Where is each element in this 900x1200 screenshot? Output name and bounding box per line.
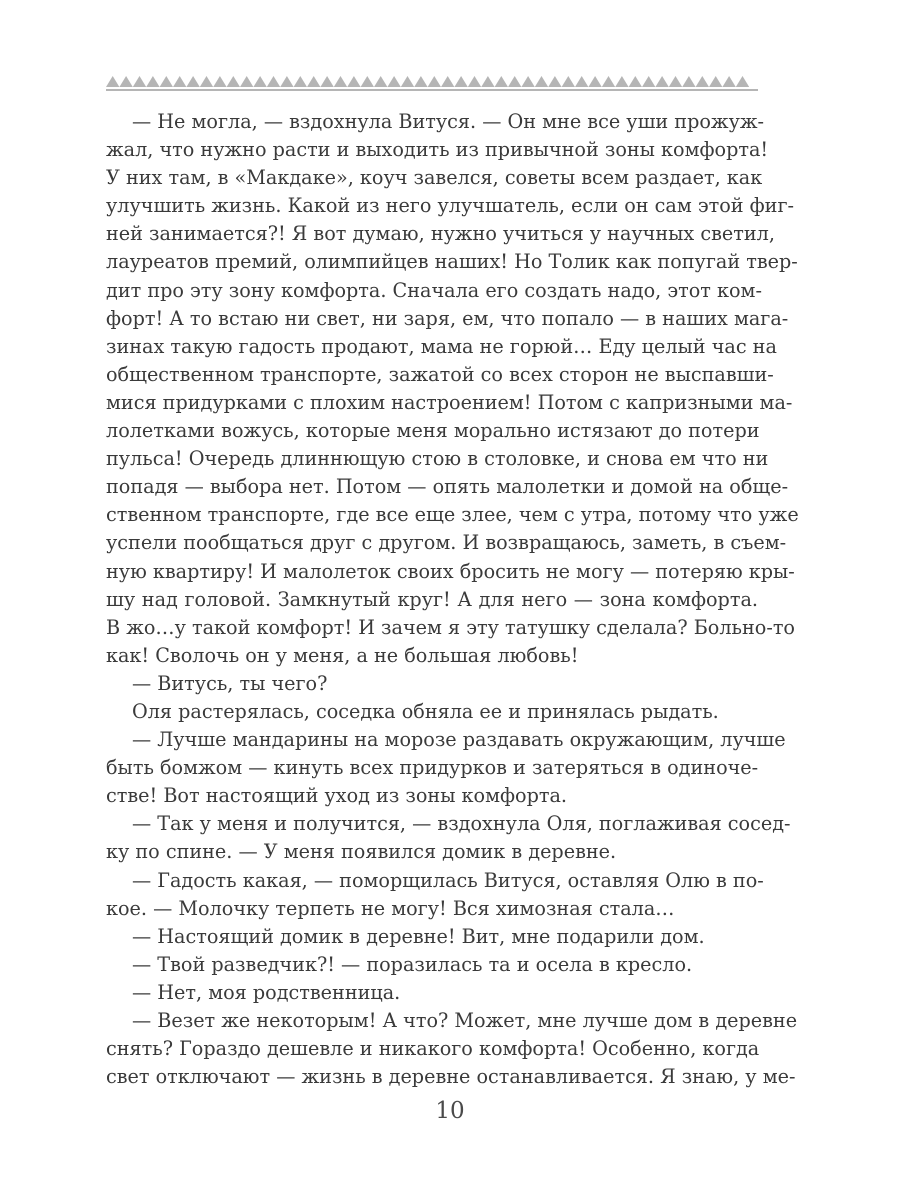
ornament-triangle: [401, 76, 414, 87]
ornament-triangle: [682, 76, 695, 87]
text-line: форт! А то встаю ни свет, ни заря, ем, что попало — в наших мага-: [106, 306, 789, 330]
ornament-triangle: [186, 76, 199, 87]
text-line: зинах такую гадость продают, мама не горюй… Еду целый час на: [106, 334, 777, 358]
text-line: — Лучше мандарины на морозе раздавать окружающим, лучше: [132, 728, 786, 752]
text-line: стве! Вот настоящий уход из зоны комфорта.: [106, 784, 568, 808]
text-line: как! Сволочь он у меня, а не большая любовь!: [106, 643, 579, 667]
paragraph: [106, 1007, 798, 1091]
ornament-triangle: [441, 76, 454, 87]
ornament-triangle: [253, 76, 266, 87]
ornament-triangle: [361, 76, 374, 87]
ornament-triangle: [521, 76, 534, 87]
text-line: кое. — Молочку терпеть не могу! Вся химозная стала…: [106, 896, 675, 920]
ornament-triangle: [213, 76, 226, 87]
text-line: У них там, в «Макдаке», коуч завелся, советы всем раздает, как: [106, 166, 763, 190]
ornament-triangle: [428, 76, 441, 87]
paragraph: [106, 810, 791, 866]
text-line: Оля растерялась, соседка обняла ее и принялась рыдать.: [132, 699, 719, 723]
ornament-triangle: [468, 76, 481, 87]
ornament-triangle: [642, 76, 655, 87]
ornament-triangle: [106, 76, 119, 87]
ornament-triangle: [267, 76, 280, 87]
text-line: пульса! Очередь длиннющую стою в столовке, и снова ем что ни: [106, 447, 769, 471]
ornament-triangle: [655, 76, 668, 87]
text-line: — Так у меня и получится, — вздохнула Оля, поглаживая сосед-: [132, 812, 791, 836]
text-line: — Настоящий домик в деревне! Вит, мне подарили дом.: [132, 924, 705, 948]
text-line: шу над головой. Замкнутый круг! А для него — зона комфорта.: [106, 587, 758, 611]
ornament-triangle: [227, 76, 240, 87]
text-line: жал, что нужно расти и выходить из привычной зоны комфорта!: [106, 138, 769, 162]
ornament-triangle: [629, 76, 642, 87]
ornament-triangle: [508, 76, 521, 87]
ornament-triangle: [146, 76, 159, 87]
text-line: ней занимается?! Я вот думаю, нужно учиться у научных светил,: [106, 222, 775, 246]
ornament-triangle: [200, 76, 213, 87]
text-line: В жо…у такой комфорт! И зачем я эту татушку сделала? Больно-то: [106, 615, 795, 639]
ornament-triangle: [133, 76, 146, 87]
text-line: мися придурками с плохим настроением! Потом с капризными ма-: [106, 390, 793, 414]
body-text: [106, 108, 799, 1091]
text-line: общественном транспорте, зажатой со всех сторон не выспавши-: [106, 362, 774, 386]
page-number: 10: [435, 1098, 465, 1124]
ornament-triangle: [602, 76, 615, 87]
text-line: лауреатов премий, олимпийцев наших! Но Толик как попугай твер-: [106, 250, 798, 274]
ornament-triangle: [495, 76, 508, 87]
header-ornament: [106, 72, 758, 94]
ornament-triangle: [535, 76, 548, 87]
ornament-triangle: [119, 76, 132, 87]
ornament-triangle: [548, 76, 561, 87]
paragraph: [106, 867, 764, 923]
ornament-triangle: [160, 76, 173, 87]
text-line: попадя — выбора нет. Потом — опять малолетки и домой на обще-: [106, 475, 789, 499]
ornament-triangle: [240, 76, 253, 87]
text-line: — Гадость какая, — поморщилась Витуся, оставляя Олю в по-: [132, 868, 764, 892]
ornament-triangle: [454, 76, 467, 87]
ornament-triangle: [709, 76, 722, 87]
ornament-triangle: [696, 76, 709, 87]
text-line: успели пообщаться друг с другом. И возвращаюсь, заметь, в съем-: [106, 531, 787, 555]
ornament-triangle: [562, 76, 575, 87]
paragraph: [106, 979, 758, 1007]
paragraph: [106, 670, 758, 698]
text-line: снять? Гораздо дешевле и никакого комфорта! Особенно, когда: [106, 1037, 760, 1061]
ornament-triangle: [334, 76, 347, 87]
text-line: дит про эту зону комфорта. Сначала его создать надо, этот ком-: [106, 278, 762, 302]
ornament-triangle: [280, 76, 293, 87]
ornament-triangle: [722, 76, 735, 87]
ornament-triangle: [347, 76, 360, 87]
ornament-triangle: [307, 76, 320, 87]
text-line: быть бомжом — кинуть всех придурков и затеряться в одиноче-: [106, 756, 759, 780]
ornament-triangle: [669, 76, 682, 87]
paragraph: [106, 923, 758, 951]
ornament-triangle: [320, 76, 333, 87]
text-line: — Везет же некоторым! А что? Может, мне лучше дом в деревне: [132, 1009, 798, 1032]
ornament-triangle: [387, 76, 400, 87]
paragraph: [106, 726, 786, 810]
text-line: — Витусь, ты чего?: [132, 671, 328, 695]
text-line: — Не могла, — вздохнула Витуся. — Он мне все уши прожуж-: [132, 110, 765, 133]
ornament-triangle: [588, 76, 601, 87]
text-line: ную квартиру! И малолеток своих бросить не могу — потеряю кры-: [106, 559, 795, 583]
text-line: лолетками вожусь, которые меня морально истязают до потери: [106, 419, 760, 443]
text-line: улучшить жизнь. Какой из него улучшатель, если он сам этой фиг-: [106, 194, 795, 218]
text-line: — Нет, моя родственница.: [132, 980, 401, 1004]
text-line: свет отключают — жизнь в деревне останавливается. Я знаю, у ме-: [106, 1065, 796, 1089]
ornament-triangle: [481, 76, 494, 87]
ornament-triangle: [414, 76, 427, 87]
paragraph: [106, 698, 758, 726]
paragraph: [106, 108, 799, 670]
ornament-triangle: [615, 76, 628, 87]
ornament-triangle: [173, 76, 186, 87]
text-line: — Твой разведчик?! — поразилась та и осела в кресло.: [132, 952, 693, 976]
ornament-triangles: [106, 76, 749, 87]
text-line: ственном транспорте, где все еще злее, чем с утра, потому что уже: [106, 503, 799, 527]
ornament-triangle: [294, 76, 307, 87]
ornament-triangle: [575, 76, 588, 87]
ornament-triangle: [374, 76, 387, 87]
ornament-triangle: [736, 76, 749, 87]
paragraph: [106, 951, 758, 979]
text-line: ку по спине. — У меня появился домик в деревне.: [106, 840, 617, 864]
